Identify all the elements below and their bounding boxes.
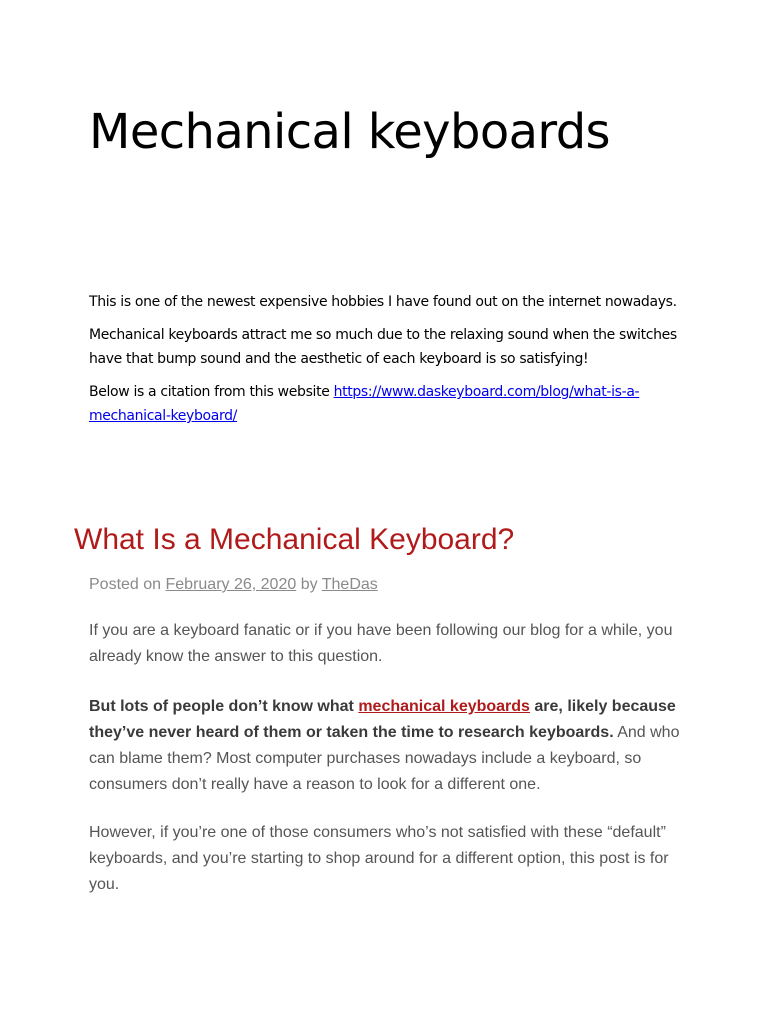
author-link[interactable]: TheDas (321, 576, 378, 593)
post-meta (89, 573, 378, 597)
citation-intro-text: Below is a citation from this website (89, 384, 334, 400)
mechanical-keyboards-link[interactable]: mechanical keyboards (358, 698, 530, 715)
blog-post-title: What Is a Mechanical Keyboard? (74, 523, 515, 556)
bold-lead-in-start: But lots of people don’t know what (89, 698, 359, 715)
blog-body (89, 618, 689, 922)
document-body (89, 290, 689, 437)
posted-on-label: Posted on (89, 576, 166, 593)
citation-link[interactable]: https://www.daskeyboard.com/blog/what-is-a-mechanical-keyboard/ (89, 384, 640, 424)
document-paragraph-2: Mechanical keyboards attract me so much due to the relaxing sound when the switches have that bump sound and the aesthetic of each keyboard is so satisfying! (89, 327, 677, 367)
document-paragraph-3 (89, 380, 689, 428)
blog-paragraph-3: However, if you’re one of those consumers who’s not satisfied with these “default” keyboards, and you’re starting to shop around for a different option, this post is for you. (89, 824, 669, 893)
by-label: by (296, 576, 322, 593)
document-paragraph-1: This is one of the newest expensive hobbies I have found out on the internet nowadays. (89, 294, 677, 310)
post-date-link[interactable]: February 26, 2020 (165, 576, 297, 593)
document-title: Mechanical keyboards (89, 104, 610, 160)
bold-lead-in (89, 698, 676, 741)
blog-paragraph-2 (89, 694, 689, 798)
bold-lead-in-end: are, likely because they’ve never heard of them or taken the time to research keyboards. (89, 698, 676, 741)
blog-paragraph-2-rest: And who can blame them? Most computer purchases nowadays include a keyboard, so consumers don’t really have a reason to look for a different one. (89, 724, 680, 793)
blog-paragraph-1: If you are a keyboard fanatic or if you have been following our blog for a while, you already know the answer to this question. (89, 622, 673, 665)
